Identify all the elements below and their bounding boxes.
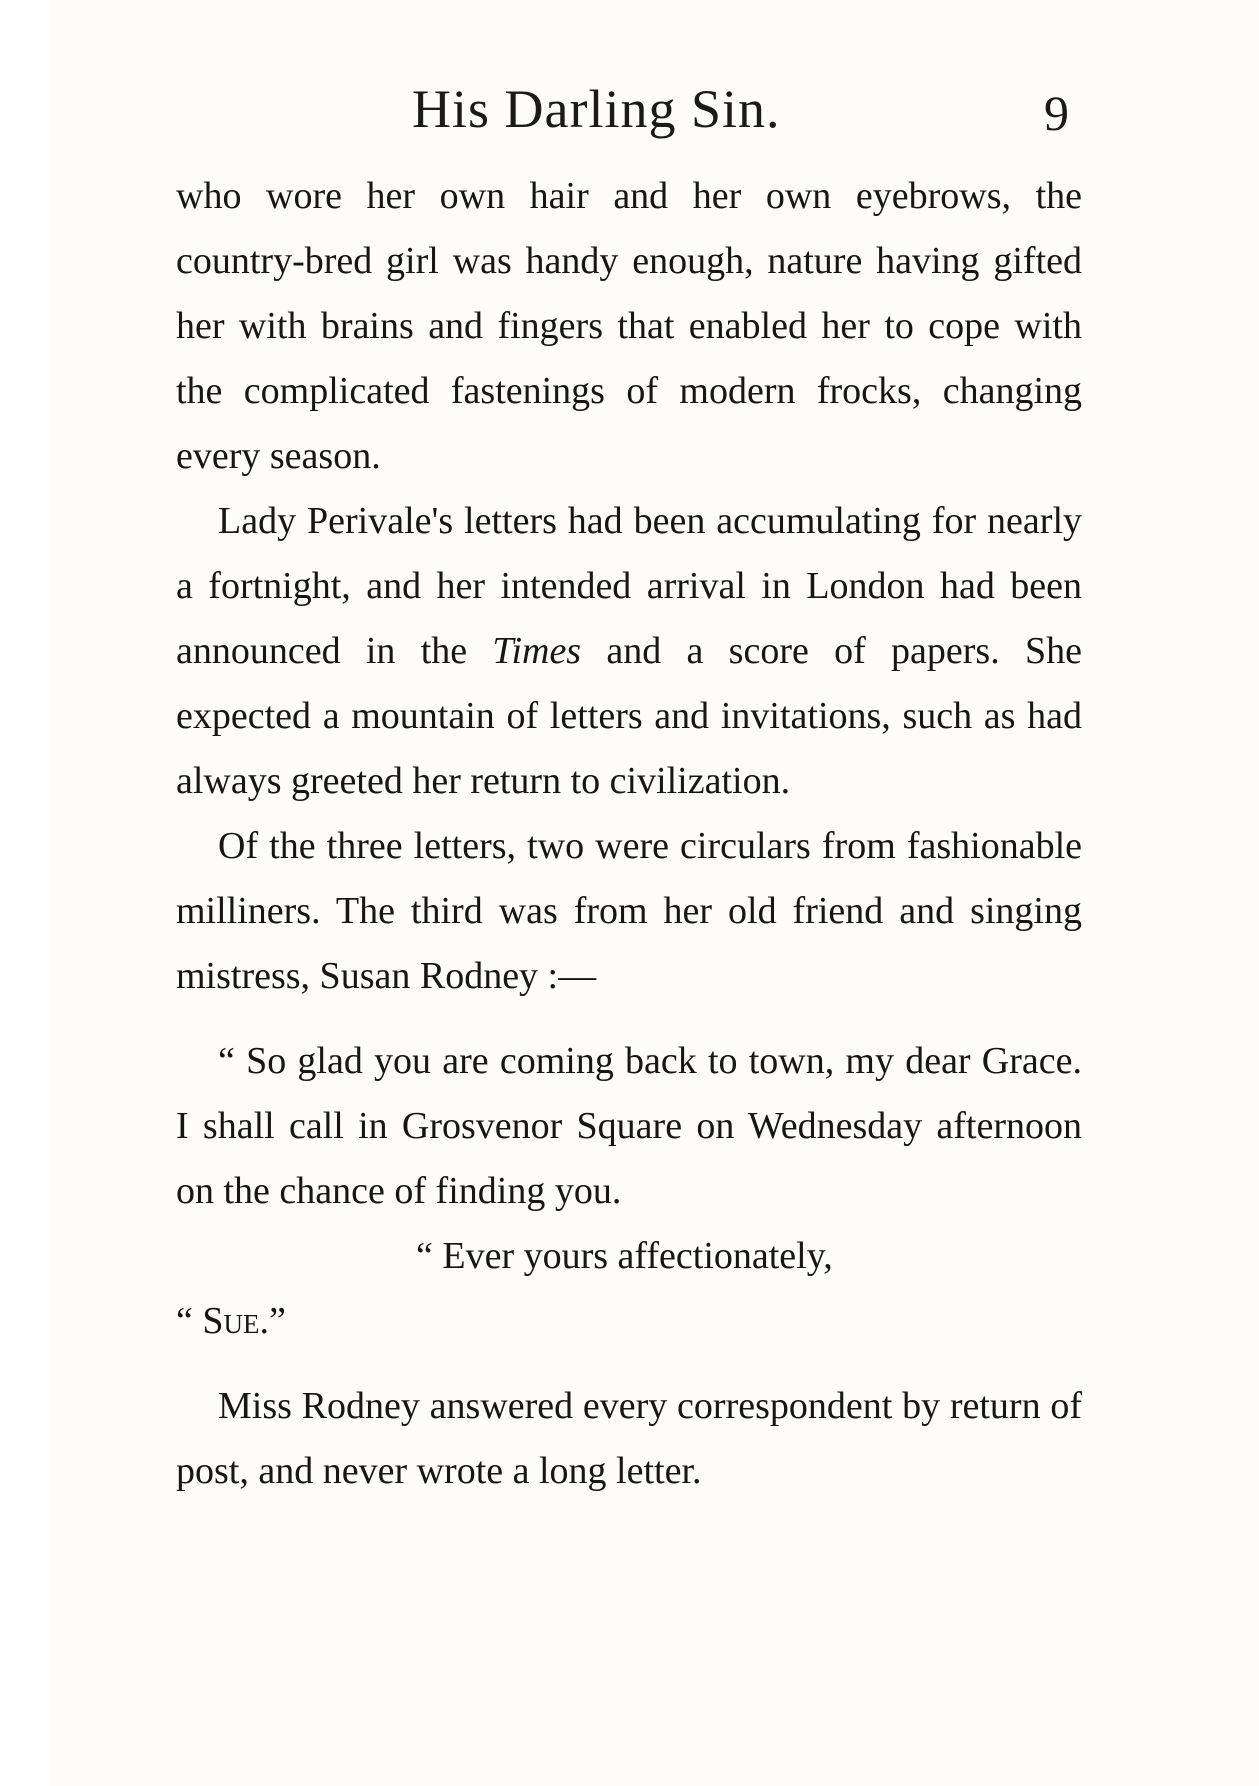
paragraph-letters-accumulating xyxy=(176,489,1082,814)
scan-margin xyxy=(0,0,50,1786)
letter-closing: “ Ever yours affectionately, xyxy=(416,1235,833,1277)
running-head-title: His Darling Sin. xyxy=(412,79,781,139)
running-head xyxy=(176,78,1076,148)
page-body xyxy=(176,164,1082,1504)
paragraph-text-start: Lady Perivale's letters had been accumulating for nearly a fortnight, and her intended arrival in London had been announced in the xyxy=(176,500,1082,672)
letter-signature: “ Sue.” xyxy=(176,1300,286,1342)
paragraph-text-end: and a score of papers. She expected a mountain of letters and invitations, such as had always greeted her return to civilization. xyxy=(176,630,1082,802)
letter-body: “ So glad you are coming back to town, my dear Grace. I shall call in Grosvenor Square on Wednesday afternoon on the chance of finding you. xyxy=(176,1040,1082,1212)
paragraph-miss-rodney: Miss Rodney answered every correspondent by return of post, and never wrote a long letter. xyxy=(176,1385,1082,1492)
newspaper-title: Times xyxy=(492,630,582,672)
paragraph-continued: who wore her own hair and her own eyebrows, the country-bred girl was handy enough, nature having gifted her with brains and fingers that enabled her to cope with the complicated fastenings of modern frocks, changing every season. xyxy=(176,175,1082,477)
page-number: 9 xyxy=(1044,85,1069,141)
paragraph-three-letters: Of the three letters, two were circulars from fashionable milliners. The third was from her old friend and singing mistress, Susan Rodney :— xyxy=(176,825,1082,997)
